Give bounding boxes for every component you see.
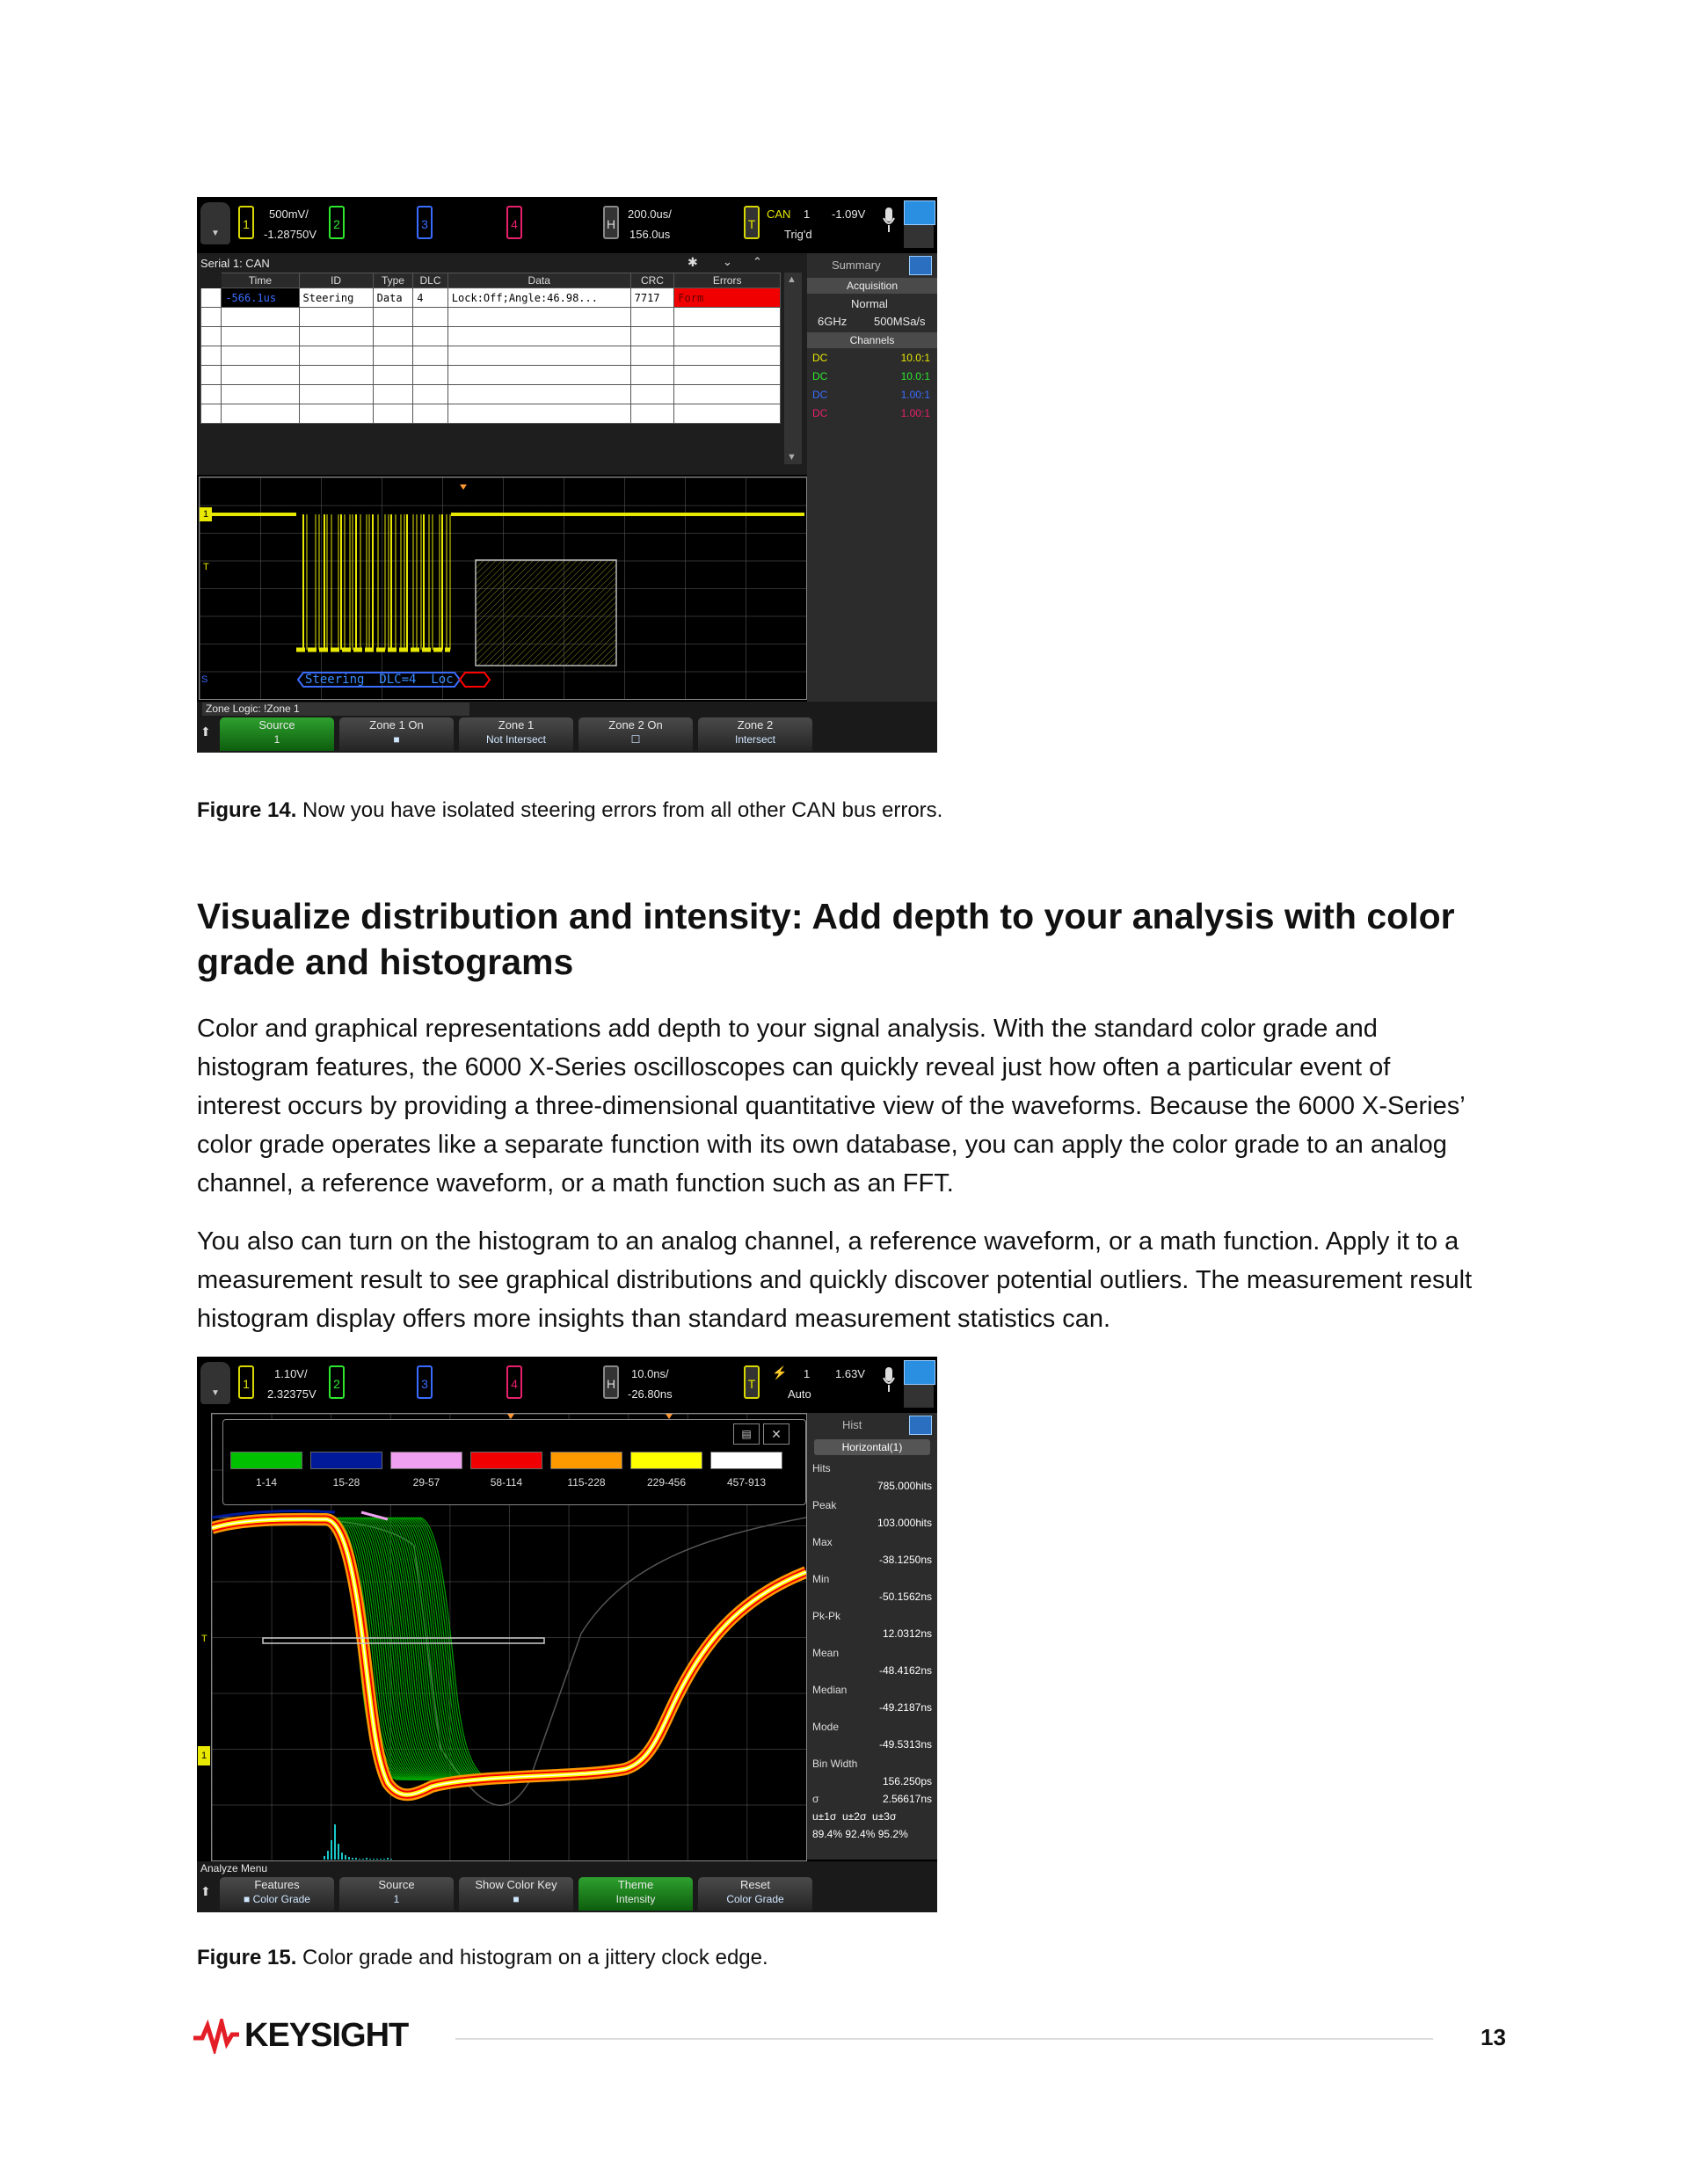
close-icon[interactable]: ✕ (763, 1423, 789, 1445)
softkey-value: 1 (273, 733, 280, 746)
color-key-range: 115-228 (567, 1476, 606, 1489)
brand-name: KEYSIGHT (244, 2017, 409, 2054)
cell-id: Steering (299, 288, 373, 308)
stat-value: -50.1562ns (878, 1591, 932, 1603)
channel-1-box[interactable]: 1 (238, 1365, 254, 1399)
channel-2-box[interactable]: 2 (329, 1365, 345, 1399)
hist-mode[interactable]: Horizontal(1) (814, 1439, 930, 1455)
table-row (201, 385, 781, 404)
col-id: ID (299, 273, 373, 288)
softkey-5[interactable] (698, 1877, 812, 1911)
color-key-swatch (230, 1452, 302, 1469)
channel-probe: 1.00:1 (900, 389, 930, 401)
horizontal-box[interactable]: H (603, 1365, 619, 1399)
trigger-level: -1.09V (832, 207, 866, 221)
softkey-bar (197, 1875, 937, 1912)
ch1-ground-marker: 1 (198, 1746, 210, 1765)
scope-screenshot-can (197, 197, 937, 753)
stat-value: 103.000hits (877, 1517, 932, 1529)
stat-label: Median (812, 1684, 848, 1696)
channel-1-box[interactable]: 1 (238, 206, 254, 239)
summary-panel (807, 253, 937, 710)
figure-15-text: Color grade and histogram on a jittery clock edge. (296, 1946, 768, 1969)
stat-label: Peak (812, 1499, 837, 1511)
col-time: Time (222, 273, 299, 288)
color-key-swatch (470, 1452, 542, 1469)
stat-label: Hits (812, 1462, 831, 1474)
status-bar (197, 1357, 937, 1413)
channel-4-box[interactable]: 4 (506, 1365, 522, 1399)
sigma-label: σ (812, 1793, 819, 1805)
figure-15-caption (197, 1946, 768, 1970)
channel-coupling: DC (812, 389, 828, 401)
trigger-type: CAN (767, 207, 791, 221)
serial-marker: S (201, 674, 208, 685)
stat-label: Min (812, 1573, 830, 1585)
col-data: Data (447, 273, 630, 288)
figure-15-label: Figure 15. (197, 1946, 297, 1969)
ch1-scale: 1.10V/ (274, 1367, 308, 1380)
page-number: 13 (1481, 2024, 1506, 2050)
softkey-label: Zone 1 On (369, 718, 424, 732)
trigger-channel: 1 (804, 207, 811, 221)
cell-dlc: 4 (413, 288, 448, 308)
can-waveform (200, 477, 806, 699)
table-row (201, 404, 781, 424)
acquisition-header: Acquisition (807, 278, 937, 294)
color-key-range: 15-28 (332, 1476, 360, 1489)
summary-label: Summary (832, 258, 881, 272)
softkey-value: Color Grade (726, 1893, 784, 1905)
softkey-label: Theme (617, 1878, 654, 1891)
stat-value: -49.2187ns (878, 1701, 932, 1714)
back-arrow-icon[interactable]: ⬆ (200, 1884, 211, 1898)
channel-3-box[interactable]: 3 (417, 1365, 433, 1399)
horizontal-box[interactable]: H (603, 206, 619, 239)
stat-label: Max (812, 1536, 833, 1548)
sigma-percentages: 89.4% 92.4% 95.2% (812, 1828, 908, 1840)
stat-label: Mean (812, 1647, 840, 1659)
softkey-value: Intensity (615, 1893, 656, 1905)
trigger-status: Trig'd (784, 228, 812, 241)
stat-value: 156.250ps (882, 1775, 932, 1787)
color-grade-display (200, 1413, 807, 1861)
softkey-value: Not Intersect (485, 733, 547, 746)
figure-14-caption (197, 798, 942, 823)
summary-icon[interactable] (909, 256, 932, 275)
softkey-label: Zone 2 (737, 718, 774, 732)
sigma-headers: u±1σ u±2σ u±3σ (812, 1810, 897, 1823)
microphone-icon[interactable] (883, 1367, 893, 1390)
footer-rule (455, 2038, 1433, 2040)
softkey-value: ☐ (630, 733, 641, 746)
stat-value: -48.4162ns (878, 1664, 932, 1677)
table-row (201, 327, 781, 346)
cell-crc: 7717 (630, 288, 674, 308)
zone-logic-label: Zone Logic: !Zone 1 (202, 703, 469, 717)
softkey-label: Source (258, 718, 295, 732)
trigger-status: Auto (788, 1387, 811, 1401)
cell-type: Data (373, 288, 413, 308)
paragraph-2: You also can turn on the histogram to an analog channel, a reference waveform, or a math function. Apply it to a measurement result to see graphical distributions and quickly discover potential outliers. The measurement result histogram display offers more insights than standard measurement statistics can. (197, 1227, 1473, 1333)
color-key-range: 1-14 (255, 1476, 278, 1489)
color-key-popup (222, 1419, 806, 1505)
stat-label: Bin Width (812, 1758, 858, 1770)
softkey-1[interactable] (220, 1877, 334, 1911)
channel-2-box[interactable]: 2 (329, 206, 345, 239)
menu-button[interactable]: ▼ (200, 202, 230, 244)
acq-rate: 500MSa/s (874, 315, 926, 328)
softkey-label: Show Color Key (475, 1878, 557, 1891)
histogram-panel (807, 1413, 937, 1860)
decode-table (200, 273, 781, 424)
ch1-ground-marker: 1 (200, 507, 212, 521)
channel-probe: 1.00:1 (900, 407, 930, 419)
table-row[interactable] (201, 288, 781, 308)
menu-button[interactable]: ▼ (200, 1362, 230, 1404)
rising-edge-icon: ⚡ (772, 1365, 788, 1380)
decode-text: Steering DLC=4 Loc (305, 673, 454, 687)
figure-14-label: Figure 14. (197, 798, 297, 822)
softkey-2[interactable] (339, 717, 454, 751)
channel-probe: 10.0:1 (900, 352, 930, 364)
display-icon[interactable] (904, 1360, 935, 1385)
cell-time: -566.1us (222, 288, 299, 308)
key-menu-icon[interactable]: ▤ (733, 1423, 760, 1445)
softkey-label: Zone 1 (498, 718, 535, 732)
color-key-swatch (550, 1452, 622, 1469)
softkey-bar (197, 716, 937, 753)
table-row (201, 366, 781, 385)
stat-value: -49.5313ns (878, 1738, 932, 1751)
cell-error: Form (674, 288, 781, 308)
acq-bandwidth: 6GHz (818, 315, 848, 328)
gear-icon[interactable]: ✱ (688, 255, 698, 269)
channel-coupling: DC (812, 352, 828, 364)
table-row (201, 308, 781, 327)
trigger-channel: 1 (804, 1367, 811, 1380)
trigger-box[interactable]: T (744, 1365, 760, 1399)
delay: -26.80ns (628, 1387, 673, 1401)
trigger-level: 1.63V (835, 1367, 865, 1380)
analyze-menu-label: Analyze Menu (200, 1862, 268, 1875)
trigger-level-marker: T (203, 562, 209, 572)
waveform-icon[interactable] (904, 1385, 934, 1408)
timebase: 200.0us/ (628, 207, 672, 221)
softkey-value: ■ (393, 733, 400, 746)
channel-coupling: DC (812, 407, 828, 419)
back-arrow-icon[interactable]: ⬆ (200, 724, 211, 739)
color-key-range: 29-57 (412, 1476, 440, 1489)
chevron-down-icon[interactable]: ⌄ (723, 255, 732, 268)
hist-label: Hist (842, 1418, 862, 1431)
figure-14-text: Now you have isolated steering errors from all other CAN bus errors. (296, 798, 943, 822)
channel-probe: 10.0:1 (900, 370, 930, 382)
softkey-value: Intersect (734, 733, 776, 746)
softkey-3[interactable] (459, 717, 573, 751)
softkey-value: 1 (393, 1893, 400, 1905)
stat-value: 785.000hits (877, 1480, 932, 1492)
channel-3-box[interactable]: 3 (417, 206, 433, 239)
microphone-icon[interactable] (883, 207, 893, 230)
color-key-range: 58-114 (490, 1476, 523, 1489)
chevron-up-icon[interactable]: ⌃ (753, 255, 762, 268)
softkey-label: Zone 2 On (608, 718, 663, 732)
col-crc: CRC (630, 273, 674, 288)
col-errors: Errors (674, 273, 781, 288)
color-key-range: 229-456 (646, 1476, 687, 1489)
acq-mode: Normal (851, 297, 888, 310)
channel-coupling: DC (812, 370, 828, 382)
softkey-label: Source (378, 1878, 415, 1891)
softkey-5[interactable] (698, 717, 812, 751)
softkey-2[interactable] (339, 1877, 454, 1911)
sigma-value: 2.56617ns (882, 1793, 932, 1805)
ch1-scale: 500mV/ (269, 207, 309, 221)
channel-4-box[interactable]: 4 (506, 206, 522, 239)
keysight-wave-icon (192, 2019, 241, 2054)
status-bar (197, 197, 937, 253)
softkey-4[interactable] (578, 1877, 693, 1911)
stat-value: 12.0312ns (882, 1627, 932, 1640)
color-key-swatch (310, 1452, 382, 1469)
paragraph-1: Color and graphical representations add depth to your signal analysis. With the standard color grade and histogram features, the 6000 X-Series oscilloscopes can quickly reveal just how often a particular event of interest occurs by providing a three-dimensional quantitative view of the waveforms. Because the 6000 X-Series’ color grade operates like a separate function with its own database, you can apply the color grade to an analog channel, a reference waveform, or a math function such as an FFT. (197, 1015, 1465, 1198)
stat-label: Mode (812, 1721, 840, 1733)
section-heading: Visualize distribution and intensity: Add depth to your analysis with color grade and histograms (197, 896, 1455, 982)
table-row (201, 346, 781, 366)
softkey-4[interactable] (578, 717, 693, 751)
softkey-label: Reset (740, 1878, 770, 1891)
waveform-display (199, 477, 807, 700)
ch1-offset: 2.32375V (267, 1387, 316, 1401)
hist-icon[interactable] (909, 1416, 932, 1435)
delay: 156.0us (629, 228, 671, 241)
display-icon[interactable] (904, 200, 935, 225)
softkey-1[interactable] (220, 717, 334, 751)
trigger-level-marker: T (201, 1634, 207, 1644)
trigger-box[interactable]: T (744, 206, 760, 239)
stat-label: Pk-Pk (812, 1610, 841, 1622)
scope-screenshot-histogram (197, 1357, 937, 1912)
stat-value: -38.1250ns (878, 1554, 932, 1566)
channels-header: Channels (807, 332, 937, 348)
color-key-swatch (710, 1452, 782, 1469)
color-key-range: 457-913 (726, 1476, 767, 1489)
ch1-offset: -1.28750V (264, 228, 316, 241)
col-type: Type (373, 273, 413, 288)
softkey-label: Features (254, 1878, 300, 1891)
color-key-swatch (630, 1452, 702, 1469)
serial-decode-window (197, 253, 807, 475)
col-dlc: DLC (413, 273, 448, 288)
timebase: 10.0ns/ (631, 1367, 669, 1380)
waveform-icon[interactable] (904, 225, 934, 248)
softkey-3[interactable] (459, 1877, 573, 1911)
softkey-value: ■ Color Grade (244, 1893, 310, 1905)
softkey-value: ■ (513, 1893, 520, 1905)
color-key-swatch (390, 1452, 462, 1469)
cell-data: Lock:Off;Angle:46.98... (447, 288, 630, 308)
serial-title: Serial 1: CAN (200, 257, 270, 270)
table-scrollbar[interactable]: ▲ ▼ (784, 273, 802, 464)
